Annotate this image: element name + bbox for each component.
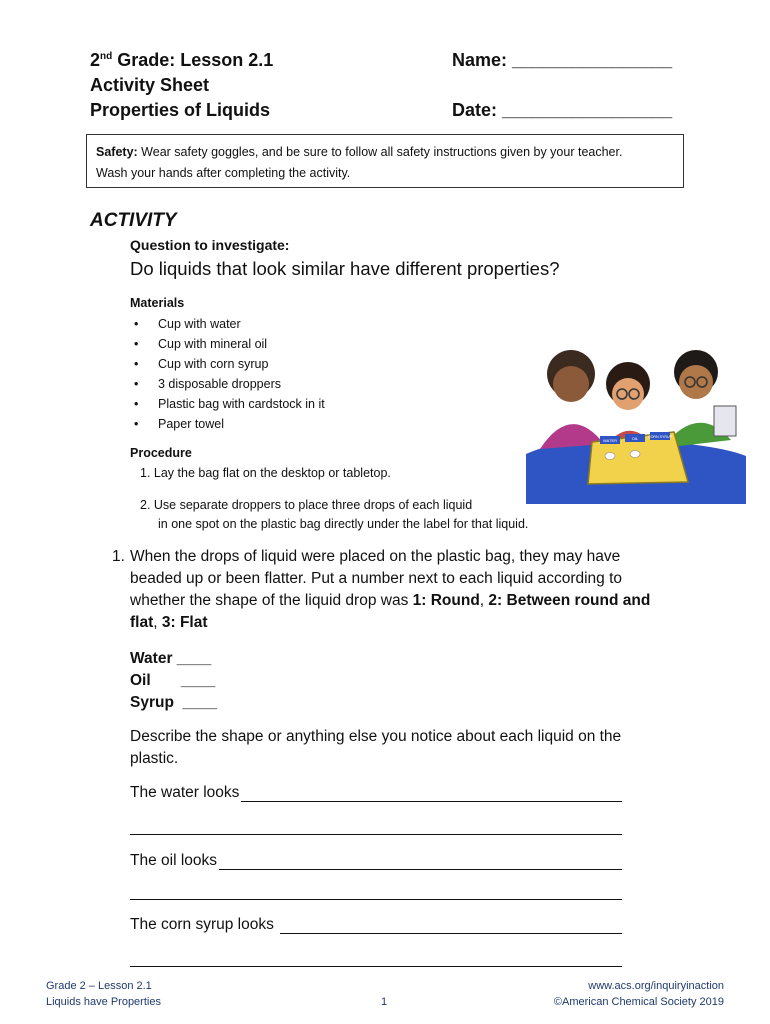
footer-right: www.acs.org/inquiryinaction ©American Chemical Society 2019 xyxy=(553,980,724,1008)
materials-list xyxy=(130,314,325,434)
activity-sheet-label: Activity Sheet xyxy=(90,75,210,95)
kids-illustration xyxy=(526,344,746,504)
answer-line[interactable] xyxy=(130,899,622,900)
question-label: Question to investigate: xyxy=(130,237,290,253)
list-item: • Cup with corn syrup xyxy=(130,354,325,374)
topic-title: Properties of Liquids xyxy=(90,100,271,120)
activity-heading: ACTIVITY xyxy=(90,210,177,231)
footer-left: Grade 2 – Lesson 2.1 Liquids have Properties xyxy=(46,980,161,1008)
safety-label: Safety: xyxy=(96,145,138,159)
question-text: Do liquids that look similar have different properties? xyxy=(130,258,560,279)
procedure-step-1: 1. Lay the bag flat on the desktop or tabletop. xyxy=(140,466,391,480)
list-item: • Paper towel xyxy=(130,414,325,434)
describe-prompt: Describe the shape or anything else you notice about each liquid on the plastic. xyxy=(130,728,622,767)
oil-rating[interactable]: Oil ____ xyxy=(130,672,216,689)
label-water: WATER xyxy=(603,438,617,443)
kid-left xyxy=(540,350,604,449)
list-item: • Plastic bag with cardstock in it xyxy=(130,394,325,414)
safety-line2: Wash your hands after completing the activity. xyxy=(96,166,351,180)
procedure-heading: Procedure xyxy=(130,446,192,460)
syrup-looks-row[interactable]: The corn syrup looks xyxy=(130,916,622,934)
oil-looks-row[interactable]: The oil looks xyxy=(130,852,622,870)
question-1: 1. When the drops of liquid were placed on the plastic bag, they may have beaded up or been flatter. Put a number next to each liquid according to whether the shape of the liquid drop was 1: Round, 2: Between round and flat, 3: Flat xyxy=(112,548,651,631)
date-field[interactable]: Date: _________________ xyxy=(452,100,673,120)
procedure-step-2: 2. Use separate droppers to place three drops of each liquid xyxy=(140,498,473,512)
materials-heading: Materials xyxy=(130,296,185,310)
list-item: • Cup with mineral oil xyxy=(130,334,325,354)
syrup-rating[interactable]: Syrup ____ xyxy=(130,694,218,711)
label-syrup: CORN SYRUP xyxy=(648,435,672,439)
list-item: • 3 disposable droppers xyxy=(130,374,325,394)
water-looks-row[interactable]: The water looks xyxy=(130,784,622,802)
lesson-title: 2nd Grade: Lesson 2.1 xyxy=(90,50,274,70)
water-rating[interactable]: Water ____ xyxy=(130,650,212,667)
label-oil: OIL xyxy=(631,436,639,441)
answer-line[interactable] xyxy=(130,966,622,967)
answer-line[interactable] xyxy=(130,834,622,835)
procedure-step-2-cont: in one spot on the plastic bag directly under the label for that liquid. xyxy=(158,517,529,531)
list-item: • Cup with water xyxy=(130,314,325,334)
page-number: 1 xyxy=(381,996,388,1008)
safety-line1: Wear safety goggles, and be sure to follow all safety instructions given by your teacher. xyxy=(141,145,623,159)
name-field[interactable]: Name: ________________ xyxy=(452,50,673,70)
safety-box xyxy=(86,134,684,188)
